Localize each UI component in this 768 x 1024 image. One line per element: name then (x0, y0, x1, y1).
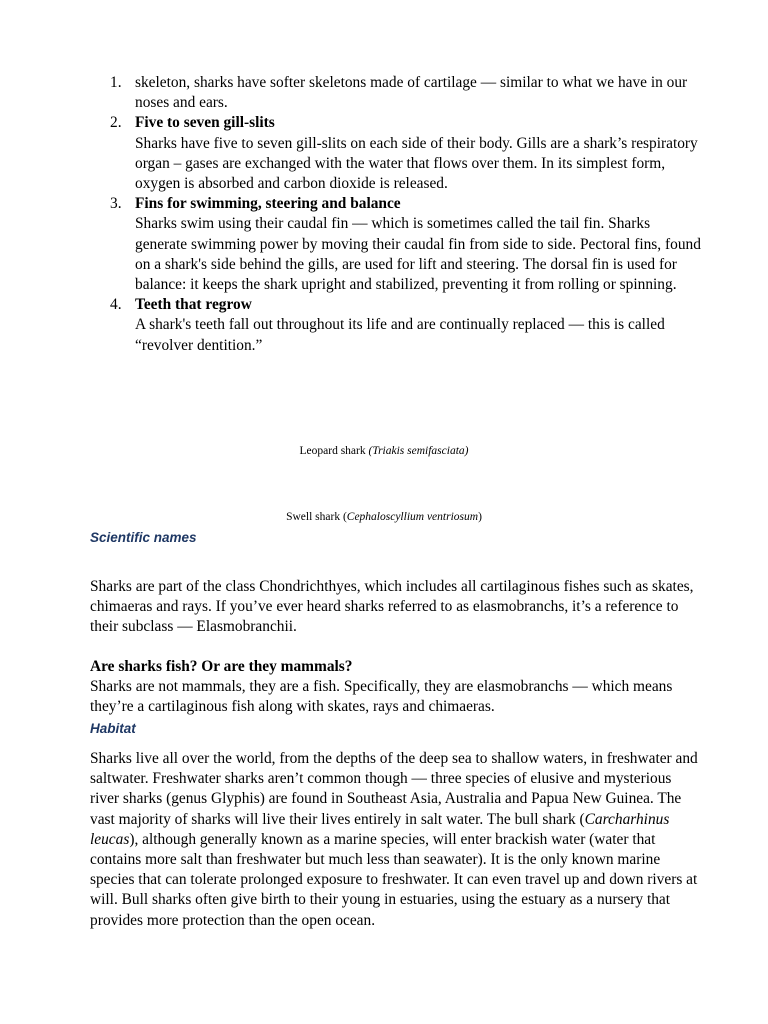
list-item-title: Five to seven gill-slits (135, 114, 275, 132)
list-item (0, 295, 705, 356)
list-item-text: Sharks have five to seven gill-slits on each side of their body. Gills are a shark’s respiratory organ – gases are exchanged with the water that flows over them. In its simplest form, oxygen is absorbed and carbon dioxide is released. (135, 134, 698, 193)
list-item (0, 113, 705, 194)
caption-close-paren: ) (478, 511, 482, 523)
shark-features-list (0, 73, 768, 356)
swell-shark-caption (0, 510, 768, 524)
list-item-text: Sharks swim using their caudal fin — which is sometimes called the tail fin. Sharks generate swimming power by moving their caudal fin from side to side. Pectoral fins, found on a shark's side behind the gills, are used for lift and steering. The dorsal fin is used for balance: it keeps the shark upright and stabilized, preventing it from rolling or spinning. (135, 215, 701, 294)
scientific-names-heading: Scientific names (90, 530, 197, 545)
fish-or-mammal-text: Sharks are not mammals, they are a fish. Specifically, they are elasmobranchs — which means they’re a cartilaginous fish along with skates, rays and chimaeras. (90, 678, 673, 716)
caption-common-name: Leopard shark (299, 445, 369, 457)
caption-scientific-name: (Triakis semifasciata) (368, 445, 469, 457)
list-item-text: skeleton, sharks have softer skeletons made of cartilage — similar to what we have in our noses and ears. (135, 74, 688, 112)
habitat-heading: Habitat (90, 721, 136, 736)
list-item-text: A shark's teeth fall out throughout its life and are continually replaced — this is called “revolver dentition.” (135, 316, 665, 354)
fish-or-mammal-section (90, 657, 700, 718)
leopard-shark-caption (0, 444, 768, 458)
list-number: 3. (110, 195, 122, 213)
caption-scientific-name: Cephaloscyllium ventriosum (346, 511, 479, 523)
list-number: 2. (110, 114, 122, 132)
scientific-names-paragraph: Sharks are part of the class Chondrichthyes, which includes all cartilaginous fishes such as skates, chimaeras and rays. If you’ve ever heard sharks referred to as elasmobranchs, it’s a reference to their subclass — Elasmobranchii. (90, 578, 694, 636)
habitat-paragraph (90, 749, 700, 931)
habitat-text-part-2: ), although generally known as a marine species, will enter brackish water (water that contains more salt than freshwater but much less than seawater). It is the only known marine species that can tolerate prolonged exposure to freshwater. It can even travel up and down rivers at will. Bull sharks often give birth to their young in estuaries, using the estuary as a nursery that provides more protection than the open ocean. (90, 830, 698, 929)
list-item-title: Fins for swimming, steering and balance (135, 195, 401, 213)
fish-or-mammal-title: Are sharks fish? Or are they mammals? (90, 658, 353, 675)
list-number: 1. (110, 74, 122, 91)
list-item (0, 73, 705, 113)
list-item-title: Teeth that regrow (135, 296, 252, 314)
caption-common-name: Swell shark ( (286, 511, 347, 523)
list-number: 4. (110, 296, 122, 314)
habitat-text-part-1: Sharks live all over the world, from the depths of the deep sea to shallow waters, in freshwater and saltwater. Freshwater sharks aren’t common though — three species of elusive and mysterious river sharks (genus Glyphis) are found in Southeast Asia, Australia and Papua New Guinea. The vast majority of sharks will live their lives entirely in salt water. The bull shark ( (90, 750, 698, 828)
bull-shark-scientific-name: Carcharhinus leucas (90, 810, 670, 848)
list-item (0, 194, 705, 295)
